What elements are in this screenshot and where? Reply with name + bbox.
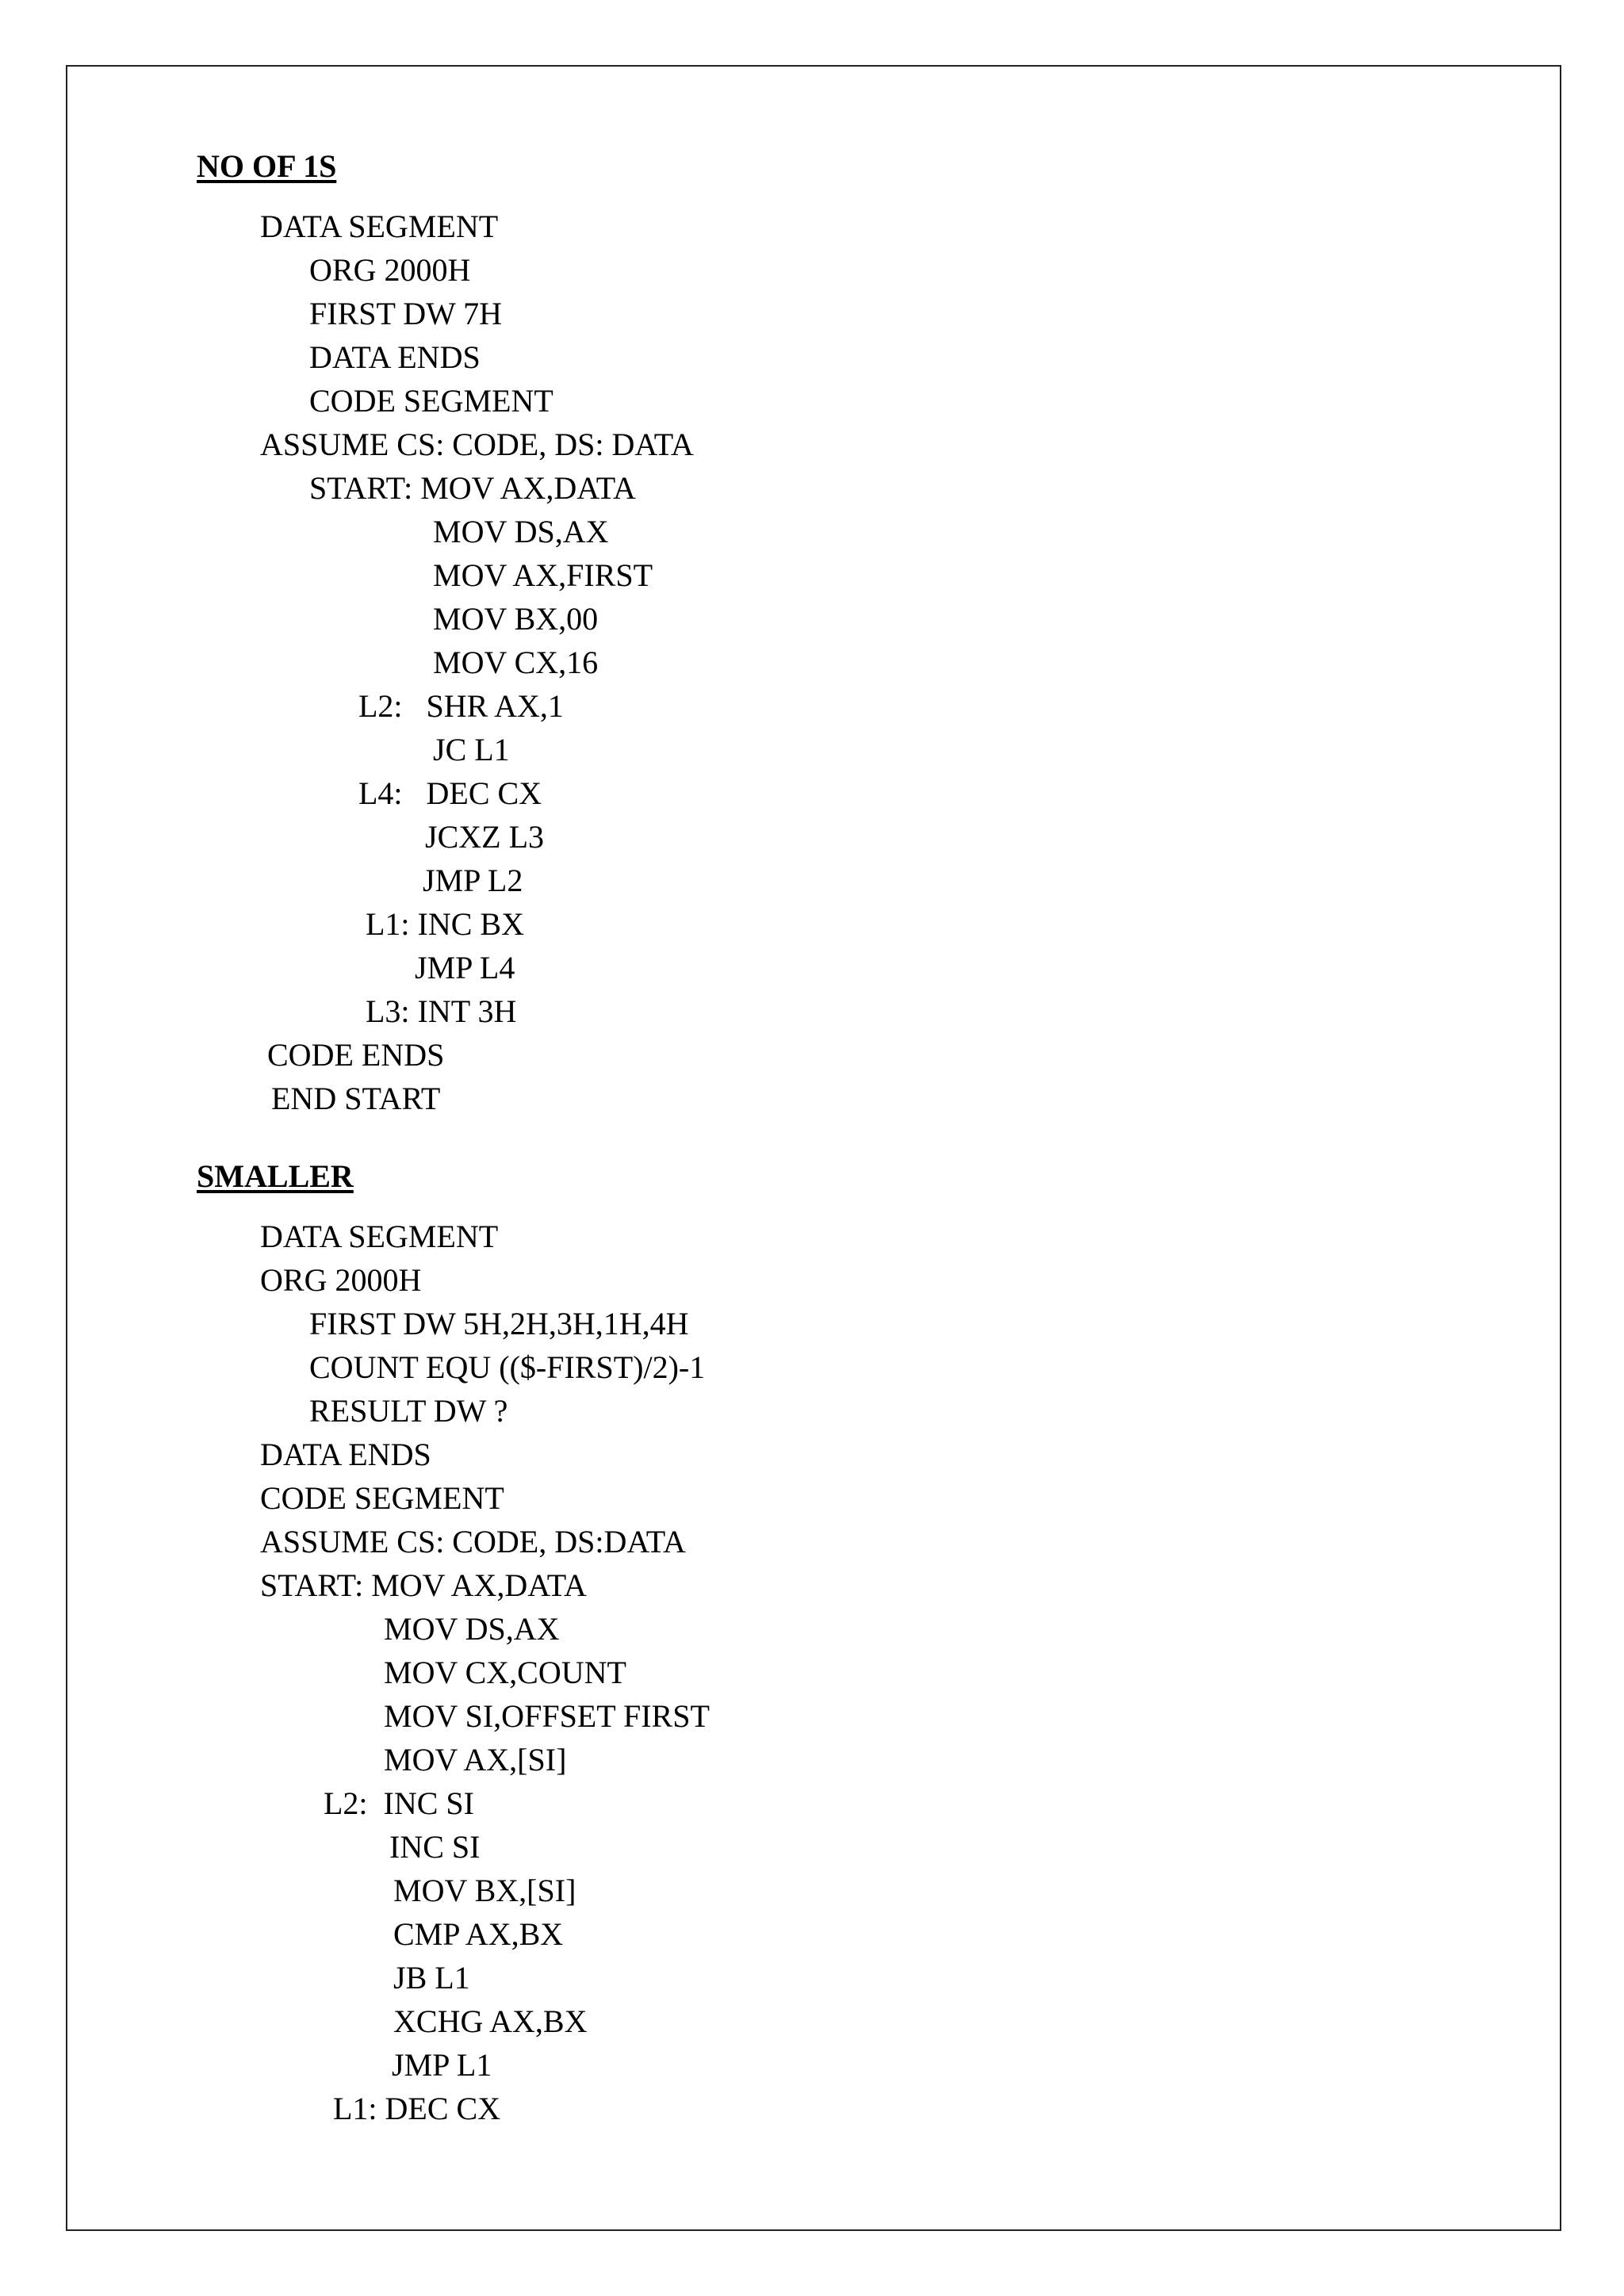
code-line: RESULT DW ?: [309, 1393, 508, 1429]
code-line: JC L1: [433, 732, 510, 767]
code-line: CODE SEGMENT: [260, 1480, 504, 1516]
code-line: START: MOV AX,DATA: [260, 1567, 587, 1603]
code-line: START: MOV AX,DATA: [309, 470, 636, 506]
code-line: MOV BX,00: [433, 601, 599, 637]
code-line: MOV AX,[SI]: [384, 1742, 567, 1777]
code-line: L4: DEC CX: [358, 775, 542, 811]
code-line: ORG 2000H: [309, 252, 471, 288]
page-border: [66, 65, 1561, 2231]
code-line: FIRST DW 7H: [309, 296, 503, 331]
code-line: XCHG AX,BX: [393, 2003, 588, 2039]
code-line: CMP AX,BX: [393, 1916, 564, 1952]
code-line: L2: SHR AX,1: [358, 688, 564, 724]
code-line: JMP L2: [423, 863, 523, 898]
code-line: CODE SEGMENT: [309, 383, 553, 419]
code-line: L1: DEC CX: [333, 2091, 501, 2126]
code-line: MOV BX,[SI]: [393, 1873, 576, 1908]
code-line: FIRST DW 5H,2H,3H,1H,4H: [309, 1306, 689, 1341]
code-line: MOV DS,AX: [384, 1611, 560, 1647]
code-line: JB L1: [393, 1960, 470, 1996]
section-title-no-of-1s: NO OF 1S: [197, 148, 337, 184]
code-line: JCXZ L3: [425, 819, 544, 855]
code-line: MOV CX,16: [433, 645, 599, 680]
code-line: MOV CX,COUNT: [384, 1655, 626, 1690]
code-line: DATA SEGMENT: [260, 1219, 499, 1254]
code-line: JMP L4: [415, 950, 515, 985]
code-line: L3: INT 3H: [366, 993, 517, 1029]
code-line: DATA ENDS: [260, 1437, 431, 1472]
code-line: DATA ENDS: [309, 339, 481, 375]
code-line: CODE ENDS: [267, 1037, 445, 1073]
code-line: MOV AX,FIRST: [433, 557, 653, 593]
code-line: ASSUME CS: CODE, DS:DATA: [260, 1524, 686, 1559]
section-title-smaller: SMALLER: [197, 1158, 354, 1194]
code-line: MOV SI,OFFSET FIRST: [384, 1698, 710, 1734]
code-line: L2: INC SI: [324, 1785, 474, 1821]
code-line: ORG 2000H: [260, 1262, 422, 1298]
code-line: ASSUME CS: CODE, DS: DATA: [260, 427, 694, 462]
code-line: END START: [271, 1081, 441, 1116]
code-line: INC SI: [389, 1829, 481, 1865]
code-line: JMP L1: [392, 2047, 492, 2083]
code-line: L1: INC BX: [366, 906, 524, 942]
code-line: COUNT EQU (($-FIRST)/2)-1: [309, 1349, 706, 1385]
code-line: DATA SEGMENT: [260, 209, 499, 244]
code-line: MOV DS,AX: [433, 514, 609, 549]
